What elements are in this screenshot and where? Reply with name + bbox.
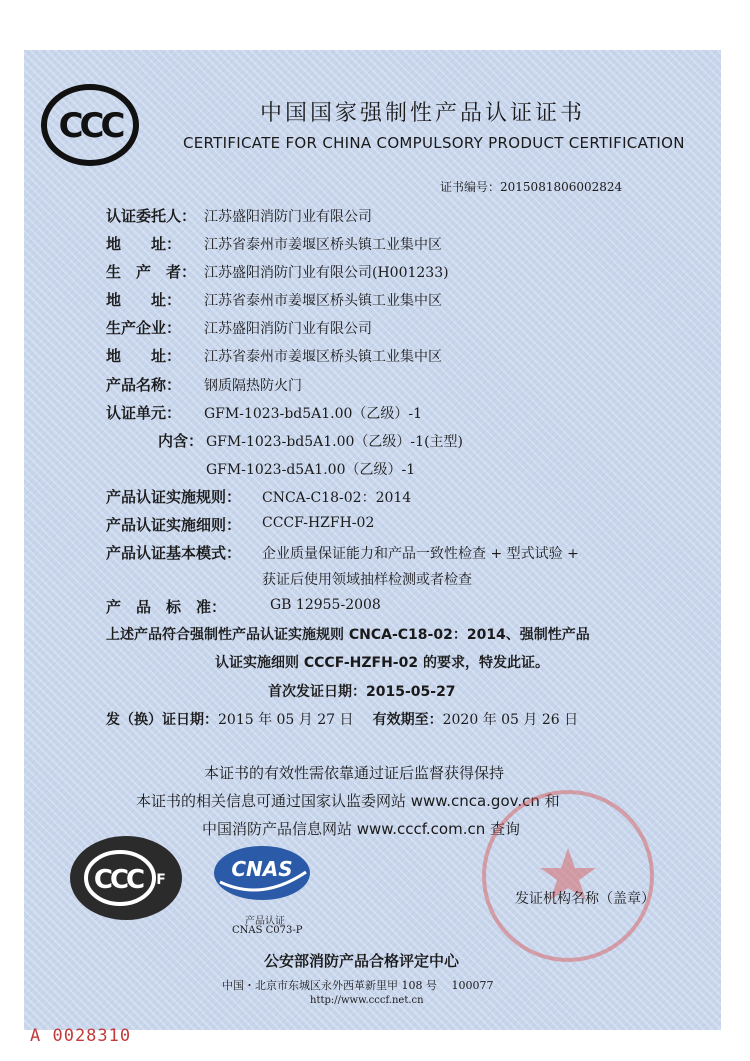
certificate-number-value: 2015081806002824 (500, 180, 623, 194)
standard-value: GB 12955-2008 (270, 597, 381, 613)
issuing-organization: 公安部消防产品合格评定中心 (264, 952, 460, 970)
certificate-title-en: CERTIFICATE FOR CHINA COMPULSORY PRODUCT CERTIFICATION (183, 134, 685, 152)
address1-value: 江苏省泰州市姜堰区桥头镇工业集中区 (204, 237, 442, 253)
contains-value-2: GFM-1023-d5A1.00（乙级）-1 (206, 462, 416, 478)
issue-date-value: 2015 年 05 月 27 日 (218, 712, 354, 728)
unit-label: 认证单元： (106, 404, 182, 422)
applicant-label: 认证委托人： (106, 207, 197, 225)
cnas-caption-2: CNAS C073-P (232, 925, 303, 936)
organization-address: 中国・北京市东城区永外西革新里甲 108 号 100077 (222, 979, 494, 992)
detail-label: 产品认证实施细则： (106, 516, 242, 534)
cccf-note: 中国消防产品信息网站 www.cccf.com.cn 查询 (202, 820, 520, 838)
issue-date-label: 发（换）证日期： (106, 712, 218, 728)
cccf-logo (68, 834, 184, 922)
official-seal (478, 786, 658, 966)
unit-value: GFM-1023-bd5A1.00（乙级）-1 (204, 406, 423, 422)
manufacturer-value: 江苏盛阳消防门业有限公司(H001233) (204, 265, 449, 281)
valid-until-value: 2020 年 05 月 26 日 (442, 712, 579, 728)
detail-value: CCCF-HZFH-02 (262, 515, 375, 531)
statement-line-1: 上述产品符合强制性产品认证实施规则 CNCA-C18-02：2014、强制性产品 (106, 627, 590, 643)
product-value: 钢质隔热防火门 (204, 378, 302, 394)
first-issue-date: 首次发证日期：2015-05-27 (268, 684, 456, 700)
address2-label: 地 址： (106, 291, 182, 309)
mode-value-1: 企业质量保证能力和产品一致性检查 + 型式试验 + (262, 546, 579, 562)
address2-value: 江苏省泰州市姜堰区桥头镇工业集中区 (204, 293, 442, 309)
factory-label: 生产企业： (106, 319, 182, 337)
certificate-number-label: 证书编号： (440, 180, 501, 194)
cnca-note: 本证书的相关信息可通过国家认监委网站 www.cnca.gov.cn 和 (136, 792, 560, 810)
contains-value-1: GFM-1023-bd5A1.00（乙级）-1(主型) (206, 434, 463, 450)
cnas-caption-1: 产品认证 (245, 916, 285, 927)
mode-label: 产品认证基本模式： (106, 544, 242, 562)
address3-label: 地 址： (106, 347, 182, 365)
validity-note: 本证书的有效性需依靠通过证后监督获得保持 (204, 764, 505, 782)
issue-date-row (106, 709, 578, 729)
address1-label: 地 址： (106, 235, 182, 253)
manufacturer-label: 生 产 者： (106, 263, 197, 281)
issuer-seal-label: 发证机构名称（盖章） (515, 891, 655, 907)
certificate-number (440, 178, 622, 195)
organization-website: http://www.cccf.net.cn (310, 995, 424, 1006)
cnas-logo (210, 842, 314, 904)
contains-label: 内含： (158, 432, 204, 450)
ccc-logo-text: CCC (58, 106, 122, 146)
product-label: 产品名称： (106, 376, 182, 394)
certificate-title-cn: 中国国家强制性产品认证证书 (260, 101, 586, 126)
factory-value: 江苏盛阳消防门业有限公司 (204, 321, 372, 337)
serial-number: A 0028310 (30, 1026, 132, 1046)
cccf-logo-text: CCC (93, 865, 143, 895)
cnas-logo-text: CNAS (231, 857, 293, 881)
statement-line-2: 认证实施细则 CCCF-HZFH-02 的要求，特发此证。 (215, 655, 549, 671)
applicant-value: 江苏盛阳消防门业有限公司 (204, 209, 372, 225)
ccc-logo (40, 82, 140, 168)
valid-until-label: 有效期至： (372, 712, 443, 728)
mode-value-2: 获证后使用领域抽样检测或者检查 (262, 572, 472, 588)
standard-label: 产 品 标 准： (106, 598, 227, 616)
cccf-logo-f: F (156, 872, 166, 888)
rule-label: 产品认证实施规则： (106, 488, 242, 506)
rule-value: CNCA-C18-02：2014 (262, 490, 412, 506)
address3-value: 江苏省泰州市姜堰区桥头镇工业集中区 (204, 349, 442, 365)
